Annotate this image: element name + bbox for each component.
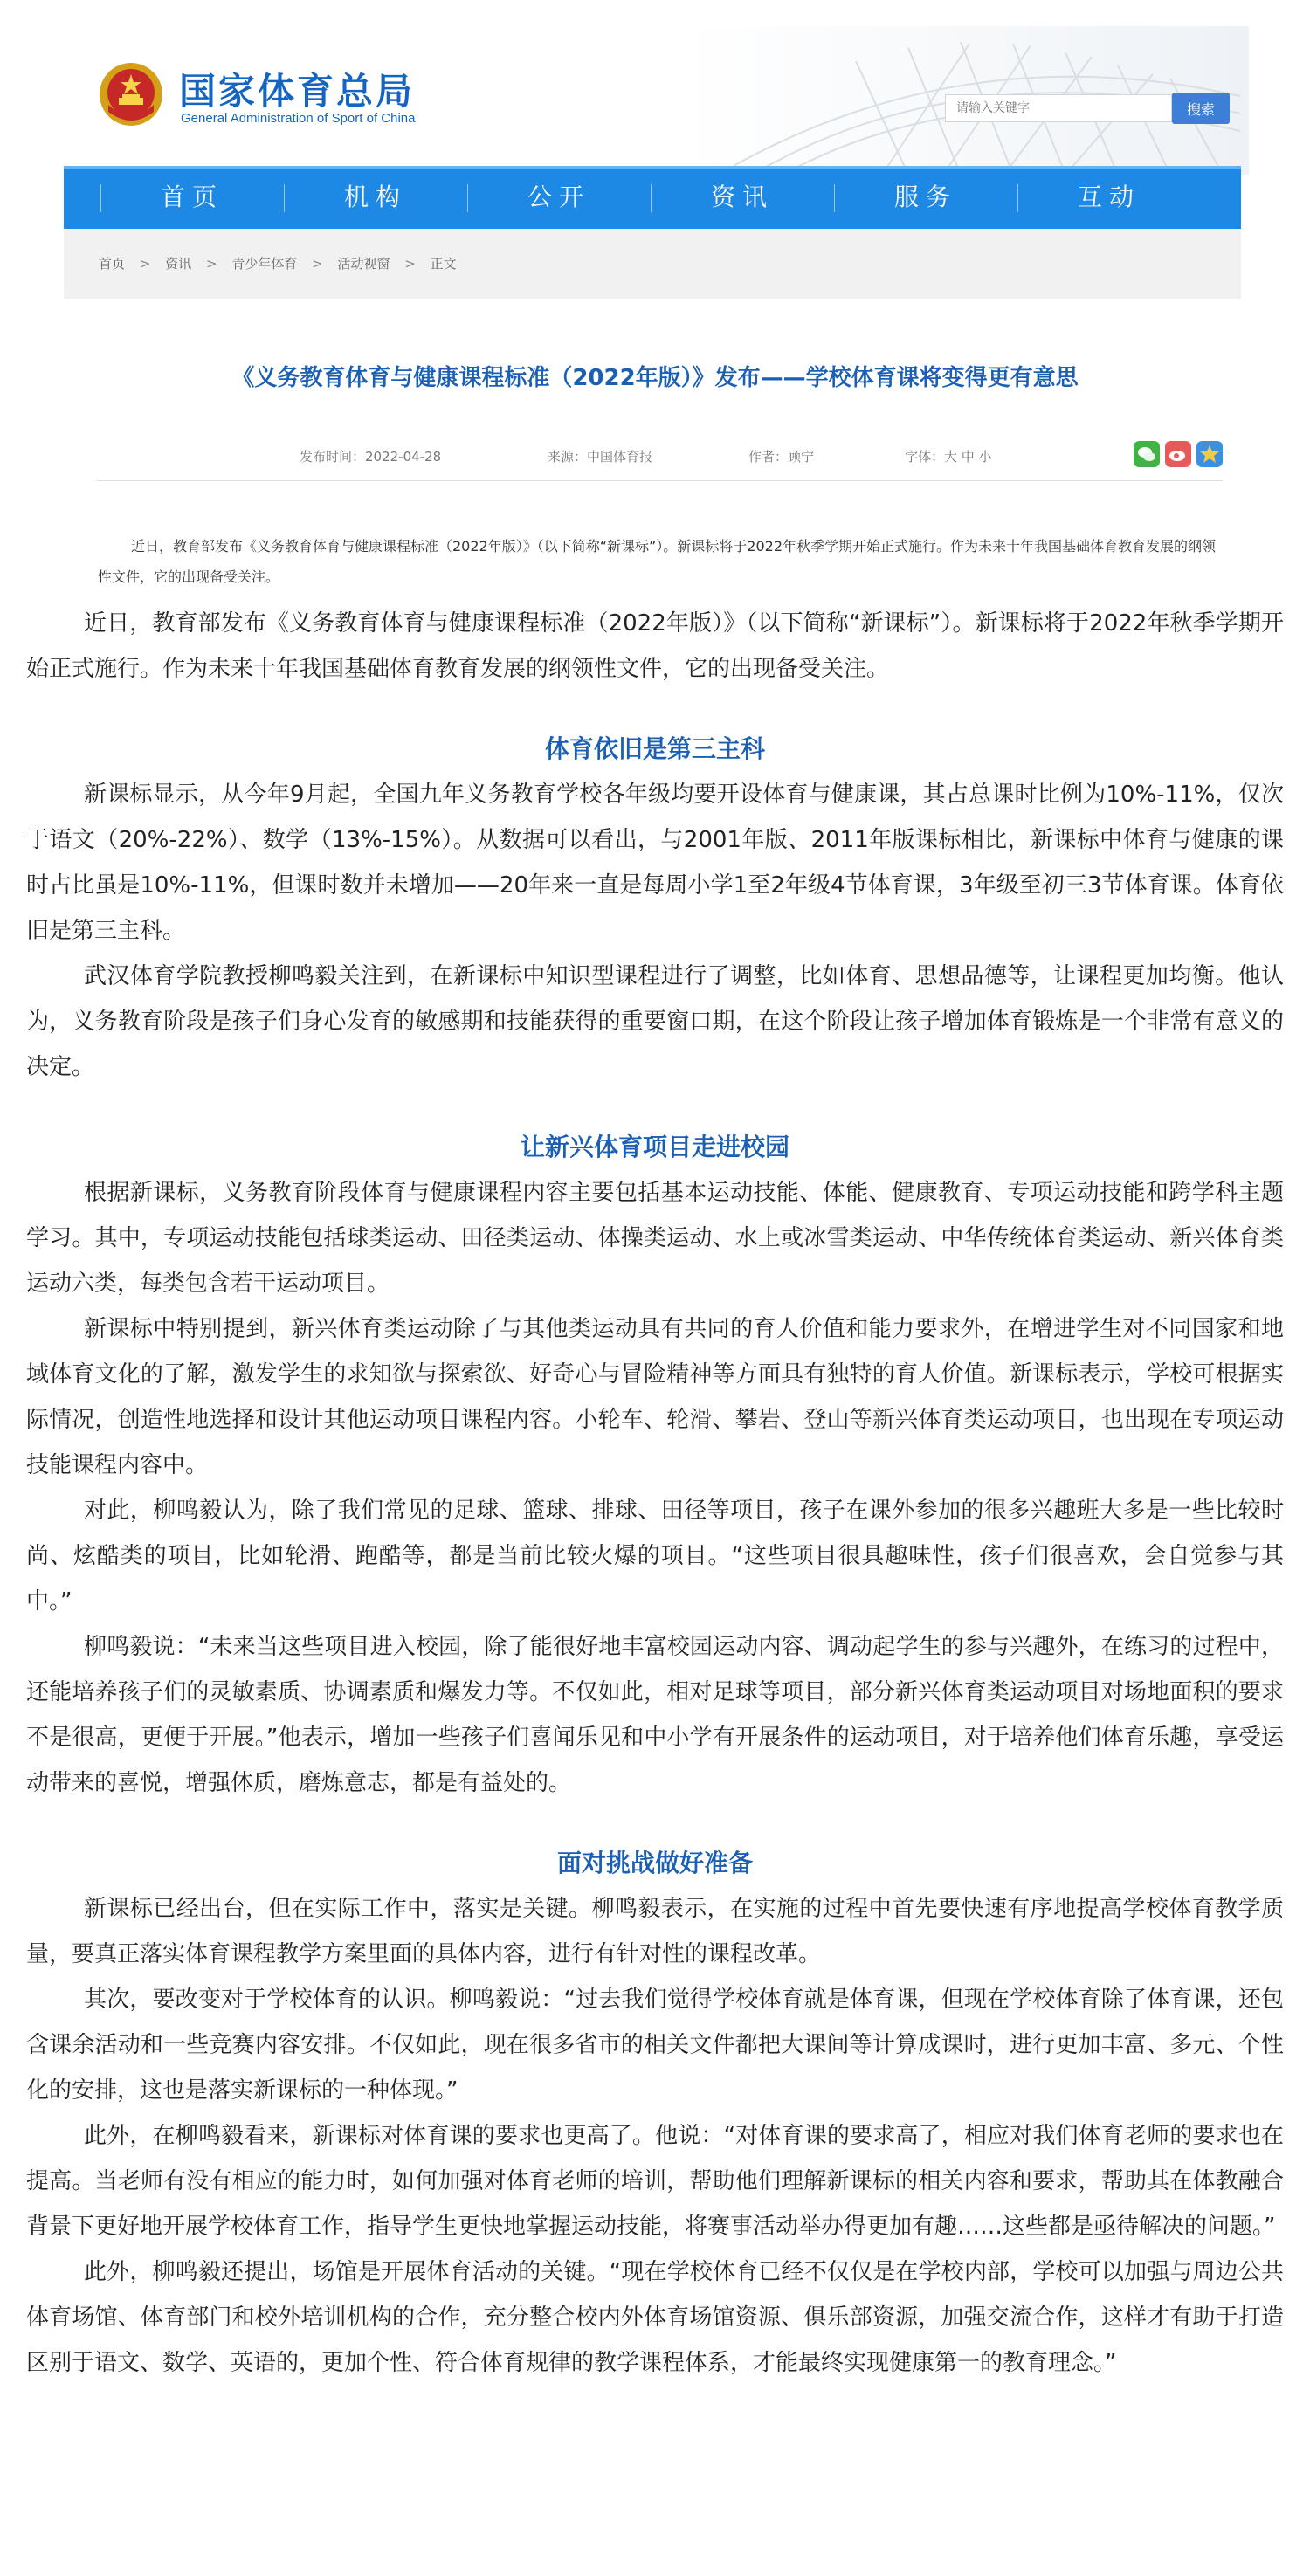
breadcrumb xyxy=(64,229,1241,299)
site-title: 国家体育总局 xyxy=(179,70,416,113)
article-author: 作者：顾宁 xyxy=(748,449,815,465)
breadcrumb-home[interactable]: 首页 xyxy=(99,256,126,272)
article-summary: 近日，教育部发布《义务教育体育与健康课程标准（2022年版）》（以下简称“新课标”）。新课标将于2022年秋季学期开始正式施行。作为未来十年我国基础体育教育发展的纲领性文件，它的出现备受关注。 xyxy=(98,538,1217,585)
nav-interaction[interactable]: 互动 xyxy=(1017,169,1201,226)
body-paragraph: 此外，在柳鸣毅看来，新课标对体育课的要求也更高了。他说：“对体育课的要求高了，相应对我们体育老师的要求也在提高。当老师有没有相应的能力时，如何加强对体育老师的培训，帮助他们理解新课标的相关内容和要求，帮助其在体教融合背景下更好地开展学校体育工作，指导学生更快地掌握运动技能，将赛事活动举办得更加有趣……这些都是亟待解决的问题。” xyxy=(26,2123,1284,2240)
body-paragraph: 武汉体育学院教授柳鸣毅关注到，在新课标中知识型课程进行了调整，比如体育、思想品德等，让课程更加均衡。他认为，义务教育阶段是孩子们身心发育的敏感期和技能获得的重要窗口期，在这个阶段让孩子增加体育锻炼是一个非常有意义的决定。 xyxy=(26,963,1284,1080)
article-title: 《义务教育体育与健康课程标准（2022年版）》发布——学校体育课将变得更有意思 xyxy=(231,365,1079,391)
body-paragraph: 此外，柳鸣毅还提出，场馆是开展体育活动的关键。“现在学校体育已经不仅仅是在学校内部，学校可以加强与周边公共体育场馆、体育部门和校外培训机构的合作，充分整合校内外体育场馆资源、俱乐部资源，加强交流合作，这样才有助于打造区别于语文、数学、英语的，更加个性、符合体育规律的教学课程体系，才能最终实现健康第一的教育理念。” xyxy=(26,2259,1284,2376)
search-button[interactable]: 搜索 xyxy=(1172,93,1230,124)
national-emblem-icon xyxy=(96,59,166,129)
nav-news[interactable]: 资讯 xyxy=(651,169,834,226)
nav-public[interactable]: 公开 xyxy=(467,169,651,226)
site-subtitle: General Administration of Sport of China xyxy=(181,111,416,126)
breadcrumb-current: 正文 xyxy=(430,256,457,272)
nav-service[interactable]: 服务 xyxy=(834,169,1017,226)
section-heading: 让新兴体育项目走进校园 xyxy=(520,1133,789,1161)
search-input[interactable] xyxy=(945,94,1172,122)
favorite-share-icon[interactable] xyxy=(1196,441,1223,467)
article-source: 来源：中国体育报 xyxy=(548,449,653,465)
body-paragraph: 对此，柳鸣毅认为，除了我们常见的足球、篮球、排球、田径等项目，孩子在课外参加的很多兴趣班大多是一些比较时尚、炫酷类的项目，比如轮滑、跑酷等，都是当前比较火爆的项目。“这些项目很具趣味性，孩子们很喜欢，会自觉参与其中。” xyxy=(26,1498,1284,1615)
intro-paragraph: 近日，教育部发布《义务教育体育与健康课程标准（2022年版）》（以下简称“新课标”）。新课标将于2022年秋季学期开始正式施行。作为未来十年我国基础体育教育发展的纲领性文件，它的出现备受关注。 xyxy=(26,610,1284,682)
section-heading: 体育依旧是第三主科 xyxy=(544,734,765,763)
article-body xyxy=(26,601,1284,2386)
publish-time: 发布时间：2022-04-28 xyxy=(300,449,442,465)
breadcrumb-activities[interactable]: 活动视窗 xyxy=(337,256,390,272)
breadcrumb-separator: > xyxy=(205,256,217,272)
site-header xyxy=(0,0,1310,166)
breadcrumb-youth-sports[interactable]: 青少年体育 xyxy=(231,256,298,272)
breadcrumb-news[interactable]: 资讯 xyxy=(165,256,192,272)
wechat-share-icon[interactable] xyxy=(1134,441,1160,467)
nav-organization[interactable]: 机构 xyxy=(284,169,467,226)
body-paragraph: 新课标显示，从今年9月起，全国九年义务教育学校各年级均要开设体育与健康课，其占总课时比例为10%-11%，仅次于语文（20%-22%）、数学（13%-15%）。从数据可以看出，与2001年版、2011年版课标相比，新课标中体育与健康的课时占比虽是10%-11%，但课时数并未增加——20年来一直是每周小学1至2年级4节体育课，3年级至初三3节体育课。体育依旧是第三主科。 xyxy=(26,782,1284,944)
breadcrumb-separator: > xyxy=(404,256,416,272)
section-heading: 面对挑战做好准备 xyxy=(556,1849,753,1877)
main-nav xyxy=(64,166,1241,229)
body-paragraph: 根据新课标，义务教育阶段体育与健康课程内容主要包括基本运动技能、体能、健康教育、专项运动技能和跨学科主题学习。其中，专项运动技能包括球类运动、田径类运动、体操类运动、水上或冰雪类运动、中华传统体育类运动、新兴体育类运动六类，每类包含若干运动项目。 xyxy=(26,1180,1284,1297)
body-paragraph: 新课标中特别提到，新兴体育类运动除了与其他类运动具有共同的育人价值和能力要求外，在增进学生对不同国家和地域体育文化的了解，激发学生的求知欲与探索欲、好奇心与冒险精神等方面具有独特的育人价值。新课标表示，学校可根据实际情况，创造性地选择和设计其他运动项目课程内容。小轮车、轮滑、攀岩、登山等新兴体育类运动项目，也出现在专项运动技能课程内容中。 xyxy=(26,1316,1284,1478)
breadcrumb-separator: > xyxy=(139,256,151,272)
meta-divider xyxy=(96,480,1223,481)
body-paragraph: 柳鸣毅说：“未来当这些项目进入校园，除了能很好地丰富校园运动内容、调动起学生的参与兴趣外，在练习的过程中，还能培养孩子们的灵敏素质、协调素质和爆发力等。不仅如此，相对足球等项目，部分新兴体育类运动项目对场地面积的要求不是很高，更便于开展。”他表示，增加一些孩子们喜闻乐见和中小学有开展条件的运动项目，对于培养他们体育乐趣，享受运动带来的喜悦，增强体质，磨炼意志，都是有益处的。 xyxy=(26,1634,1284,1796)
breadcrumb-separator: > xyxy=(312,256,323,272)
weibo-share-icon[interactable] xyxy=(1165,441,1191,467)
body-paragraph: 新课标已经出台，但在实际工作中，落实是关键。柳鸣毅表示，在实施的过程中首先要快速有序地提高学校体育教学质量，要真正落实体育课程教学方案里面的具体内容，进行有针对性的课程改革。 xyxy=(26,1896,1284,1967)
body-paragraph: 其次，要改变对于学校体育的认识。柳鸣毅说：“过去我们觉得学校体育就是体育课，但现在学校体育除了体育课，还包含课余活动和一些竞赛内容安排。不仅如此，现在很多省市的相关文件都把大课间等计算成课时，进行更加丰富、多元、个性化的安排，这也是落实新课标的一种体现。” xyxy=(26,1987,1284,2104)
font-size-control[interactable]: 字体：大 中 小 xyxy=(905,449,992,465)
nav-home[interactable]: 首页 xyxy=(100,169,284,226)
